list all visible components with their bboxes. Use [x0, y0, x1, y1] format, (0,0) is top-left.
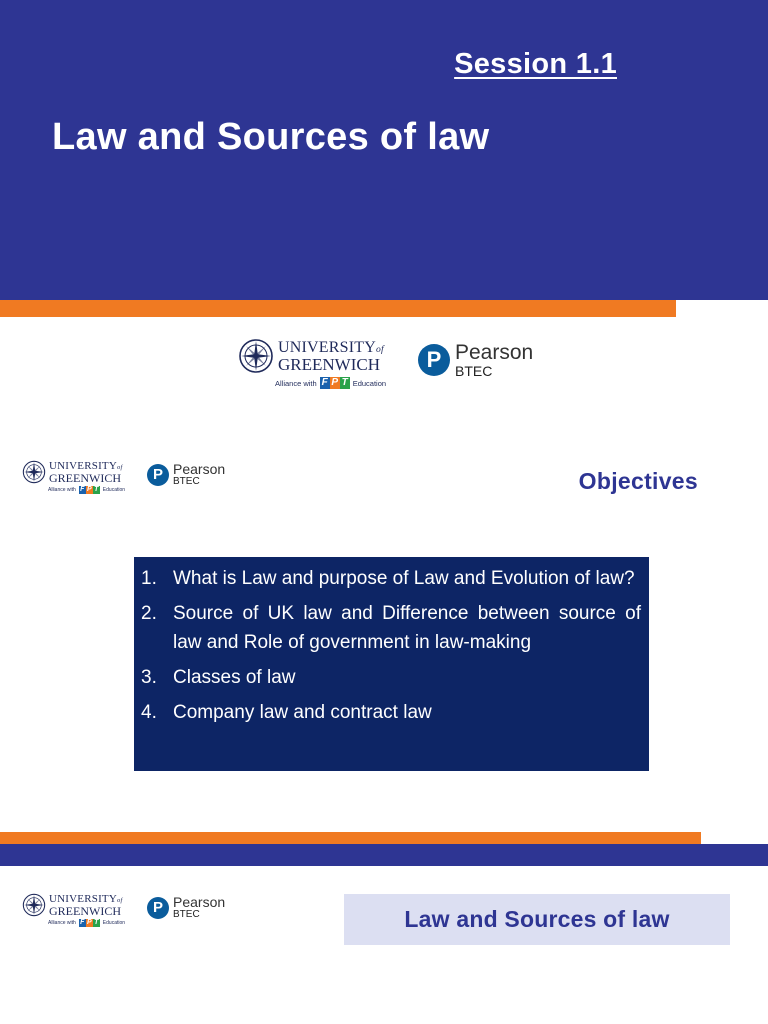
greenwich-line1: UNIVERSITY	[49, 459, 117, 472]
slide3-title: Law and Sources of law	[404, 906, 670, 932]
greenwich-line2: GREENWICH	[49, 470, 121, 485]
fpt-logo: F P T	[321, 377, 348, 388]
pearson-logo	[418, 342, 533, 379]
education-text: Education	[102, 487, 126, 493]
btec-label: BTEC	[173, 908, 200, 920]
navy-divider-bar	[0, 844, 768, 866]
slide3-title-box	[344, 894, 730, 945]
pearson-name: Pearson	[455, 341, 534, 364]
alliance-text: Alliance with	[48, 920, 76, 926]
greenwich-line1: UNIVERSITY	[278, 338, 376, 356]
session-label: Session 1.1	[454, 48, 617, 80]
objective-text: Classes of law	[173, 667, 296, 688]
objectives-list	[141, 564, 641, 727]
objective-item	[141, 564, 641, 593]
greenwich-of: of	[376, 343, 384, 355]
pearson-p-icon: P	[147, 897, 169, 919]
orange-divider-bar	[0, 300, 676, 317]
objectives-title: Objectives	[578, 468, 698, 494]
greenwich-logo	[22, 893, 125, 927]
orange-divider-bar	[0, 832, 701, 844]
objective-text: Company law and contract law	[173, 702, 432, 723]
objective-item	[141, 599, 641, 657]
objective-number: 2.	[141, 603, 157, 624]
greenwich-logo	[238, 338, 386, 389]
objective-number: 3.	[141, 667, 157, 688]
compass-rose-icon	[22, 460, 46, 484]
objective-text: Source of UK law and Difference between source of law and Role of government in law-making	[173, 603, 641, 653]
objective-number: 1.	[141, 568, 157, 589]
greenwich-logo	[22, 460, 125, 494]
education-text: Education	[102, 920, 126, 926]
compass-rose-icon	[238, 338, 274, 374]
greenwich-line2: GREENWICH	[278, 354, 380, 374]
alliance-text: Alliance with	[275, 378, 317, 388]
pearson-p-icon: P	[147, 464, 169, 486]
objective-item	[141, 663, 641, 692]
objectives-box	[134, 557, 649, 771]
pearson-p-icon: P	[418, 344, 450, 376]
objective-item	[141, 698, 641, 727]
education-text: Education	[352, 378, 387, 388]
pearson-name: Pearson	[173, 894, 226, 910]
greenwich-of: of	[117, 896, 123, 904]
greenwich-line2: GREENWICH	[49, 903, 121, 918]
btec-label: BTEC	[173, 475, 200, 487]
slide1-title: Law and Sources of law	[52, 116, 490, 158]
fpt-logo: F P T	[80, 919, 99, 926]
compass-rose-icon	[22, 893, 46, 917]
fpt-logo: F P T	[80, 486, 99, 493]
greenwich-of: of	[117, 463, 123, 471]
pearson-name: Pearson	[173, 461, 226, 477]
btec-label: BTEC	[455, 363, 493, 380]
alliance-text: Alliance with	[48, 487, 76, 493]
objective-text: What is Law and purpose of Law and Evolution of law?	[173, 568, 635, 589]
pearson-logo	[147, 462, 225, 487]
greenwich-line1: UNIVERSITY	[49, 892, 117, 905]
objective-number: 4.	[141, 702, 157, 723]
pearson-logo	[147, 895, 225, 920]
